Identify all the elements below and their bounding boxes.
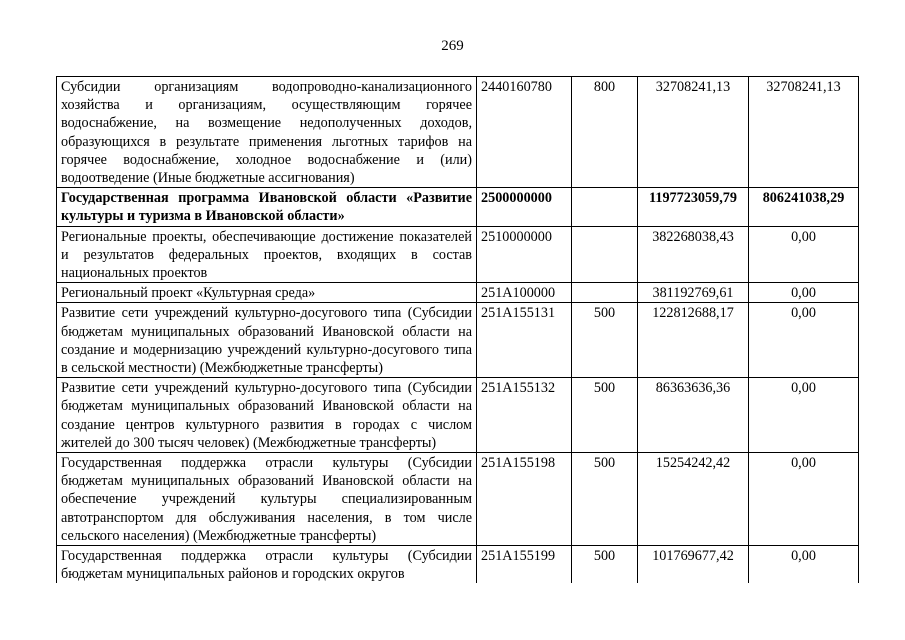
row-expense-type: 500 (572, 378, 638, 453)
table-row (57, 283, 859, 303)
row-code: 2510000000 (477, 226, 572, 283)
row-sum-year2: 0,00 (749, 226, 859, 283)
row-sum-year1: 101769677,42 (638, 546, 749, 584)
row-code: 251А155131 (477, 303, 572, 378)
row-code: 251А100000 (477, 283, 572, 303)
page-number: 269 (441, 38, 464, 54)
table-row (57, 453, 859, 546)
table-row (57, 378, 859, 453)
row-code: 2440160780 (477, 77, 572, 188)
row-sum-year1: 32708241,13 (638, 77, 749, 188)
row-sum-year1: 15254242,42 (638, 453, 749, 546)
row-sum-year2: 0,00 (749, 283, 859, 303)
row-sum-year2: 0,00 (749, 378, 859, 453)
table-row (57, 546, 859, 584)
row-expense-type: 500 (572, 303, 638, 378)
row-expense-type (572, 188, 638, 226)
row-code: 251А155198 (477, 453, 572, 546)
row-expense-type: 800 (572, 77, 638, 188)
row-name: Развитие сети учреждений культурно-досугового типа (Субсидии бюджетам муниципальных образований Ивановской области на создание и модернизацию учреждений культурно-досугового типа в сельской местности) (Межбюджетные трансферты) (57, 303, 477, 378)
row-sum-year1: 382268038,43 (638, 226, 749, 283)
row-expense-type (572, 226, 638, 283)
row-expense-type: 500 (572, 546, 638, 584)
row-code: 251А155199 (477, 546, 572, 584)
row-name: Региональный проект «Культурная среда» (57, 283, 477, 303)
row-code: 251А155132 (477, 378, 572, 453)
row-sum-year2: 0,00 (749, 303, 859, 378)
row-sum-year2: 32708241,13 (749, 77, 859, 188)
row-sum-year1: 86363636,36 (638, 378, 749, 453)
row-name: Государственная программа Ивановской области «Развитие культуры и туризма в Ивановской области» (57, 188, 477, 226)
row-name: Государственная поддержка отрасли культуры (Субсидии бюджетам муниципальных районов и городских округов (57, 546, 477, 584)
row-expense-type (572, 283, 638, 303)
table-row (57, 77, 859, 188)
row-name: Государственная поддержка отрасли культуры (Субсидии бюджетам муниципальных образований Ивановской области на обеспечение учреждений культуры специализированным автотранспортом для обслуживания населения, в том числе сельского населения) (Межбюджетные трансферты) (57, 453, 477, 546)
row-sum-year2: 806241038,29 (749, 188, 859, 226)
row-sum-year1: 381192769,61 (638, 283, 749, 303)
row-sum-year2: 0,00 (749, 453, 859, 546)
row-name: Развитие сети учреждений культурно-досугового типа (Субсидии бюджетам муниципальных образований Ивановской области на создание центров культурного развития в городах с числом жителей до 300 тысяч человек) (Межбюджетные трансферты) (57, 378, 477, 453)
table-row (57, 303, 859, 378)
budget-table (56, 76, 859, 583)
row-expense-type: 500 (572, 453, 638, 546)
row-sum-year1: 1197723059,79 (638, 188, 749, 226)
row-name: Региональные проекты, обеспечивающие достижение показателей и результатов федеральных проектов, входящих в состав национальных проектов (57, 226, 477, 283)
table-row (57, 188, 859, 226)
row-sum-year1: 122812688,17 (638, 303, 749, 378)
row-sum-year2: 0,00 (749, 546, 859, 584)
row-code: 2500000000 (477, 188, 572, 226)
table-row (57, 226, 859, 283)
row-name: Субсидии организациям водопроводно-канализационного хозяйства и организациям, осуществляющим горячее водоснабжение, на возмещение недополученных доходов, образующихся в результате применения льготных тарифов на горячее водоснабжение, холодное водоснабжение и (или) водоотведение (Иные бюджетные ассигнования) (57, 77, 477, 188)
